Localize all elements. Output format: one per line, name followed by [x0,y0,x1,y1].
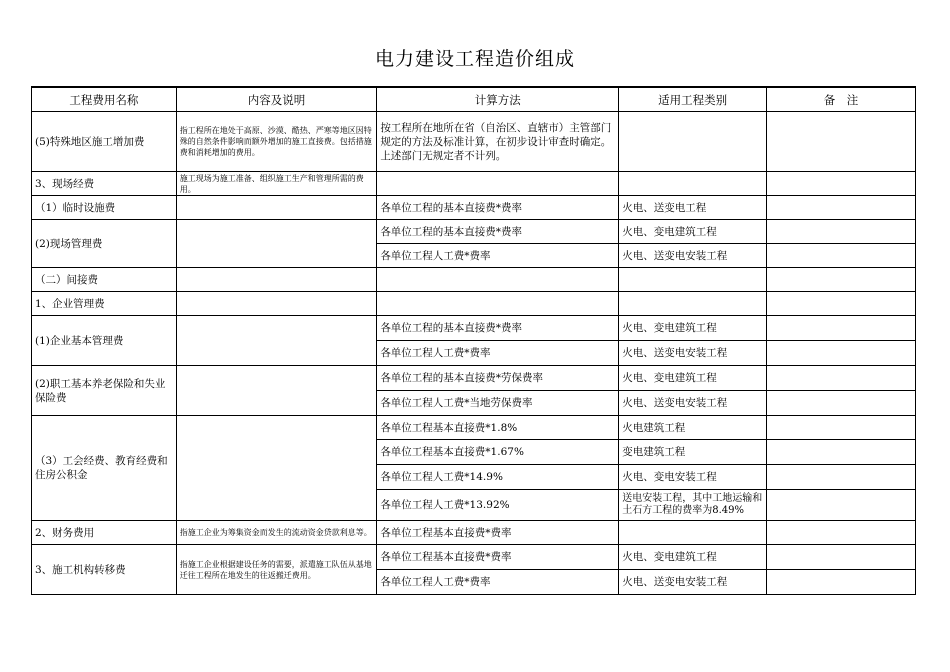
cell-category: 火电、送变电安装工程 [619,244,767,268]
cost-table [31,86,916,595]
cell-desc [176,220,377,268]
cell-method: 各单位工程人工费*14.9% [377,465,619,490]
cell-category: 火电、送变电安装工程 [619,341,767,366]
cell-remarks [767,112,916,172]
cell-method [377,292,619,316]
cell-remarks [767,220,916,244]
cell-desc [176,196,377,220]
cell-name: (5)特殊地区施工增加费 [32,112,177,172]
cell-remarks [767,244,916,268]
header-category: 适用工程类别 [619,87,767,112]
table-row [32,366,916,391]
cell-method: 各单位工程的基本直接费*劳保费率 [377,366,619,391]
cell-method: 按工程所在地所在省（自治区、直辖市）主管部门规定的方法及标准计算，在初步设计审查时确定。上述部门无规定者不计列。 [377,112,619,172]
cell-method: 各单位工程基本直接费*1.8% [377,416,619,440]
cell-remarks [767,545,916,570]
cell-name: (1)企业基本管理费 [32,316,177,366]
cell-category [619,172,767,196]
cell-method: 各单位工程的基本直接费*费率 [377,220,619,244]
cell-name: （1）临时设施费 [32,196,177,220]
cell-remarks [767,341,916,366]
cell-desc [176,316,377,366]
cell-remarks [767,196,916,220]
cell-category: 火电、送变电安装工程 [619,391,767,416]
cell-remarks [767,292,916,316]
cell-method: 各单位工程人工费*13.92% [377,490,619,521]
cell-category: 火电、变电建筑工程 [619,316,767,341]
cell-remarks [767,570,916,595]
cell-desc: 指施工企业根据建设任务的需要，派遣施工队伍从基地迁往工程所在地发生的往返搬迁费用。 [176,545,377,595]
cell-category [619,268,767,292]
cell-remarks [767,490,916,521]
cell-remarks [767,465,916,490]
table-row [32,268,916,292]
cell-name: 3、现场经费 [32,172,177,196]
table-row [32,112,916,172]
cell-method: 各单位工程基本直接费*1.67% [377,440,619,465]
cell-name: 3、施工机构转移费 [32,545,177,595]
cell-desc: 施工现场为施工准备、组织施工生产和管理所需的费用。 [176,172,377,196]
cell-method: 各单位工程人工费*费率 [377,341,619,366]
cell-desc: 指工程所在地处于高原、沙漠、酷热、严寒等地区因特殊的自然条件影响而额外增加的施工直接费。包括措施费和消耗增加的费用。 [176,112,377,172]
cell-remarks [767,440,916,465]
cell-category: 火电建筑工程 [619,416,767,440]
page-title: 电力建设工程造价组成 [374,48,575,70]
cell-remarks [767,366,916,391]
table-row [32,545,916,570]
cell-category [619,112,767,172]
cell-name: （二）间接费 [32,268,177,292]
cell-category: 火电、变电建筑工程 [619,220,767,244]
header-method: 计算方法 [377,87,619,112]
cell-name: (2)职工基本养老保险和失业保险费 [32,366,177,416]
cell-desc [176,366,377,416]
cell-category: 火电、变电安装工程 [619,465,767,490]
table-row [32,316,916,341]
cell-remarks [767,316,916,341]
table-row [32,220,916,244]
cell-method: 各单位工程基本直接费*费率 [377,545,619,570]
cell-category: 火电、变电建筑工程 [619,366,767,391]
cell-name: 1、企业管理费 [32,292,177,316]
table-row [32,521,916,545]
cell-name: （3）工会经费、教育经费和住房公积金 [32,416,177,521]
cell-remarks [767,172,916,196]
table-row [32,416,916,440]
cell-method [377,268,619,292]
cell-method: 各单位工程基本直接费*费率 [377,521,619,545]
cell-method [377,172,619,196]
cell-category [619,521,767,545]
header-cost-name: 工程费用名称 [32,87,177,112]
header-description: 内容及说明 [176,87,377,112]
cell-method: 各单位工程人工费*费率 [377,570,619,595]
cell-name: 2、财务费用 [32,521,177,545]
cell-remarks [767,521,916,545]
table-row [32,196,916,220]
cell-remarks [767,391,916,416]
table-row [32,172,916,196]
table-row [32,292,916,316]
cell-name: (2)现场管理费 [32,220,177,268]
cell-desc [176,268,377,292]
cell-desc [176,416,377,521]
cell-category: 送电安装工程，其中工地运输和土石方工程的费率为8.49% [619,490,767,521]
header-remarks: 备 注 [767,87,916,112]
cell-desc: 指施工企业为筹集资金而发生的流动资金贷款利息等。 [176,521,377,545]
table-header-row [32,87,916,112]
cell-remarks [767,268,916,292]
cell-remarks [767,416,916,440]
cell-category: 变电建筑工程 [619,440,767,465]
cell-category: 火电、送变电安装工程 [619,570,767,595]
cell-category [619,292,767,316]
cell-method: 各单位工程的基本直接费*费率 [377,316,619,341]
cell-method: 各单位工程人工费*费率 [377,244,619,268]
cell-method: 各单位工程人工费*当地劳保费率 [377,391,619,416]
cell-category: 火电、送变电工程 [619,196,767,220]
cell-desc [176,292,377,316]
cell-category: 火电、变电建筑工程 [619,545,767,570]
cell-method: 各单位工程的基本直接费*费率 [377,196,619,220]
